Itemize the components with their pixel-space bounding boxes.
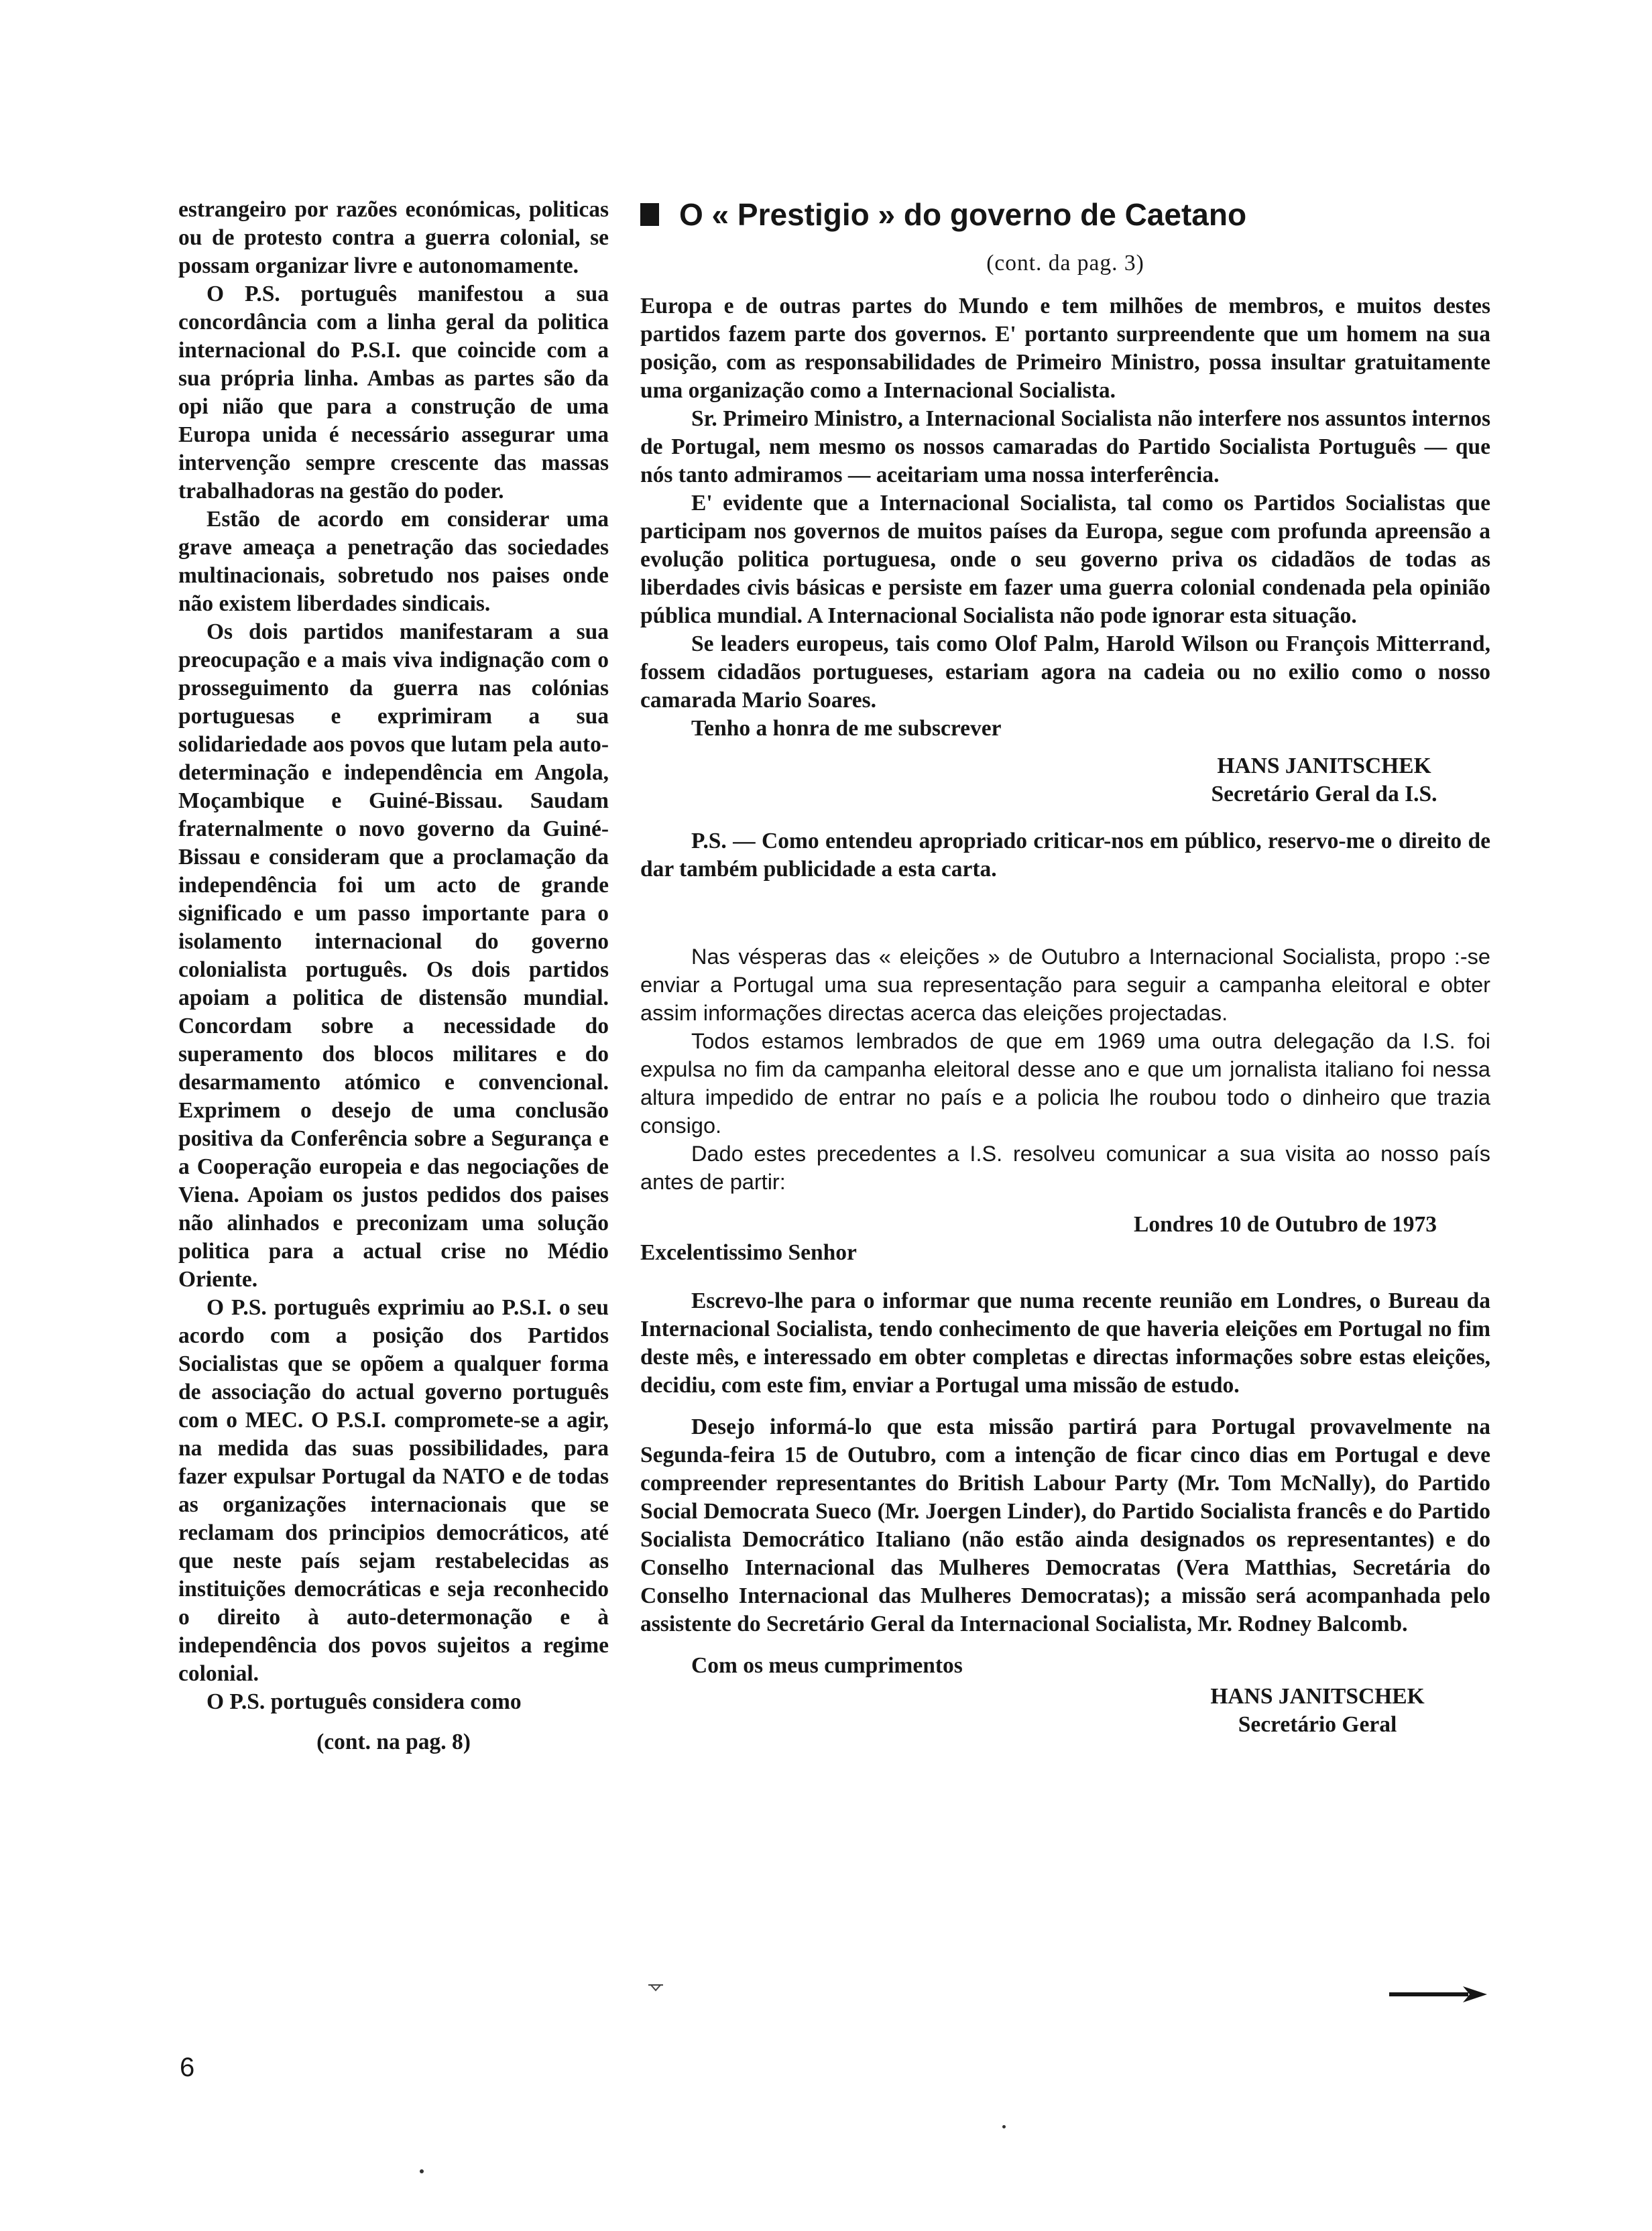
signature-title: Secretário Geral da I.S. xyxy=(1211,782,1437,806)
left-paragraph-1: estrangeiro por razões económicas, politicas ou de protesto contra a guerra colonial, se possam organizar livre e autonomamente. xyxy=(178,197,609,278)
letter-date: Londres 10 de Outubro de 1973 xyxy=(1133,1212,1437,1237)
page-number: 6 xyxy=(180,2053,195,2082)
letter-paragraph-3: E' evidente que a Internacional Socialista, tal como os Partidos Socialistas que participam nos governos de muitos países da Europa, segue com profunda apreensão a evolução politica portuguesa, onde o seu governo priva os cidadãos de todas as liberdades civis básicas e persiste em fazer uma guerra colonial condenada pela opinião pública mundial. A Internacional Socialista não pode ignorar esta situação. xyxy=(640,491,1490,628)
second-letter-paragraph-1: Escrevo-lhe para o informar que numa recente reunião em Londres, o Bureau da Internacional Socialista, tendo conhecimento de que haveria eleições em Portugal no fim deste mês, e interessado em obter completas e directas informações sobre estas eleições, decidiu, com este fim, enviar a Portugal uma missão de estudo. xyxy=(640,1288,1490,1398)
arrow-right-icon xyxy=(1388,1984,1488,2004)
right-column xyxy=(640,196,1490,1739)
left-paragraph-6: O P.S. português considera como xyxy=(206,1689,522,1714)
letter-salutation: Excelentissimo Senhor xyxy=(640,1240,857,1265)
signature-2-name: HANS JANITSCHEK xyxy=(1210,1684,1425,1709)
left-column xyxy=(178,196,609,1756)
article-headline xyxy=(640,196,1490,233)
intro-paragraph-1: Nas vésperas das « eleições » de Outubro a Internacional Socialista, propo :-se enviar a Portugal uma sua representação para seguir a campanha eleitoral e obter assim informações directas acerca das eleições projectadas. xyxy=(640,945,1490,1025)
signature-name: HANS JANITSCHEK xyxy=(1217,753,1431,778)
second-letter-paragraph-2: Desejo informá-lo que esta missão partirá para Portugal provavelmente na Segunda-feira 15 de Outubro, com a intenção de ficar cinco dias em Portugal e deve compreender representantes do British Labour Party (Mr. Tom McNally), do Partido Social Democrata Sueco (Mr. Joergen Linder), do Partido Socialista francês e do Partido Socialista Democrático Italiano (não estão ainda designados os representantes) e do Conselho Internacional das Mulheres Democratas (Vera Matthias, Secretária do Conselho Internacional das Mulheres Democratas); a missão será acompanhada pelo assistente do Secretário Geral da Internacional Socialista, Mr. Rodney Balcomb. xyxy=(640,1414,1490,1636)
intro-paragraph-3: Dado estes precedentes a I.S. resolveu comunicar a sua visita ao nosso país antes de partir: xyxy=(640,1142,1490,1194)
letter-paragraph-2: Sr. Primeiro Ministro, a Internacional Socialista não interfere nos assuntos internos de Portugal, nem mesmo os nossos camaradas do Partido Socialista Português — que nós tanto admiramos — aceitariam uma nossa interferência. xyxy=(640,406,1490,487)
postscript: P.S. — Como entendeu apropriado criticar-nos em público, reservo-me o direito de dar também publicidade a esta carta. xyxy=(640,829,1490,882)
left-paragraph-3: Estão de acordo em considerar uma grave ameaça a penetração das sociedades multinacionais, sobretudo nos paises onde não existem liberdades sindicais. xyxy=(178,507,609,616)
signature-block-2 xyxy=(1190,1683,1445,1739)
speck-2 xyxy=(420,2169,424,2173)
letter-body xyxy=(640,292,1490,743)
letter-paragraph-4: Se leaders europeus, tais como Olof Palm, Harold Wilson ou François Mitterrand, fossem cidadãos portugueses, estariam agora na cadeia ou no exilio como o nosso camarada Mario Soares. xyxy=(640,631,1490,713)
continued-from-label: (cont. da pag. 3) xyxy=(986,251,1144,276)
left-paragraph-5: O P.S. português exprimiu ao P.S.I. o seu acordo com a posição dos Partidos Socialistas que se opõem a qualquer forma de associação do actual governo português com o MEC. O P.S.I. compromete-se a agir, na medida das suas possibilidades, para fazer expulsar Portugal da NATO e de todas as organizações internacionais que se reclamam dos principios democráticos, até que neste país sejam restabelecidas as instituições democráticas e seja reconhecido o direito à auto-determonação e à independência dos povos sujeitos a regime colonial. xyxy=(178,1295,609,1686)
letter-paragraph-5: Tenho a honra de me subscrever xyxy=(691,716,1002,741)
continued-on-label: (cont. na pag. 8) xyxy=(316,1730,471,1754)
speck-1 xyxy=(1002,2125,1006,2128)
square-bullet-icon xyxy=(640,203,659,226)
headline-text: O « Prestigio » do governo de Caetano xyxy=(679,197,1247,232)
intro-paragraph-2: Todos estamos lembrados de que em 1969 uma outra delegação da I.S. foi expulsa no fim da campanha eleitoral desse ano e que um jornalista italiano foi nessa altura impedido de entrar no país e a policia lhe roubou todo o dinheiro que trazia consigo. xyxy=(640,1029,1490,1138)
printer-mark-icon xyxy=(647,1983,664,1992)
second-letter-body xyxy=(640,1287,1490,1680)
letter-paragraph-1: Europa e de outras partes do Mundo e tem milhões de membros, e muitos destes partidos fazem parte dos governos. E' portanto surpreendente que um homem na sua posição, com as responsabilidades de Primeiro Ministro, possa insultar gratuitamente uma organização como a Internacional Socialista. xyxy=(640,294,1490,403)
intro-text xyxy=(640,943,1490,1196)
left-paragraph-4: Os dois partidos manifestaram a sua preocupação e a mais viva indignação com o prosseguimento da guerra nas colónias portuguesas e exprimiram a sua solidariedade aos povos que lutam pela auto-determinação e independência em Angola, Moçambique e Guiné-Bissau. Saudam fraternalmente o novo governo da Guiné-Bissau e consideram que a proclamação da independência foi um acto de grande significado e um passo importante para o isolamento internacional do governo colonialista português. Os dois partidos apoiam a politica de distensão mundial. Concordam sobre a necessidade do superamento dos blocos militares e do desarmamento atómico e convencional. Exprimem o desejo de uma conclusão positiva da Conferência sobre a Segurança e a Cooperação europeia e das negociações de Viena. Apoiam os justos pedidos dos paises não alinhados e preconizam uma solução politica para a actual crise no Médio Oriente. xyxy=(178,619,609,1292)
signature-2-title: Secretário Geral xyxy=(1238,1712,1397,1737)
left-paragraph-2: O P.S. português manifestou a sua concordância com a linha geral da politica internacional do P.S.I. que coincide com a sua própria linha. Ambas as partes são da opi nião que para a construção de uma Europa unida é necessário assegurar uma intervenção sempre crescente das massas trabalhadoras na gestão do poder. xyxy=(178,282,609,503)
signature-block-1 xyxy=(1177,752,1472,808)
postscript-block xyxy=(640,827,1490,884)
second-letter-paragraph-3: Com os meus cumprimentos xyxy=(691,1653,963,1678)
